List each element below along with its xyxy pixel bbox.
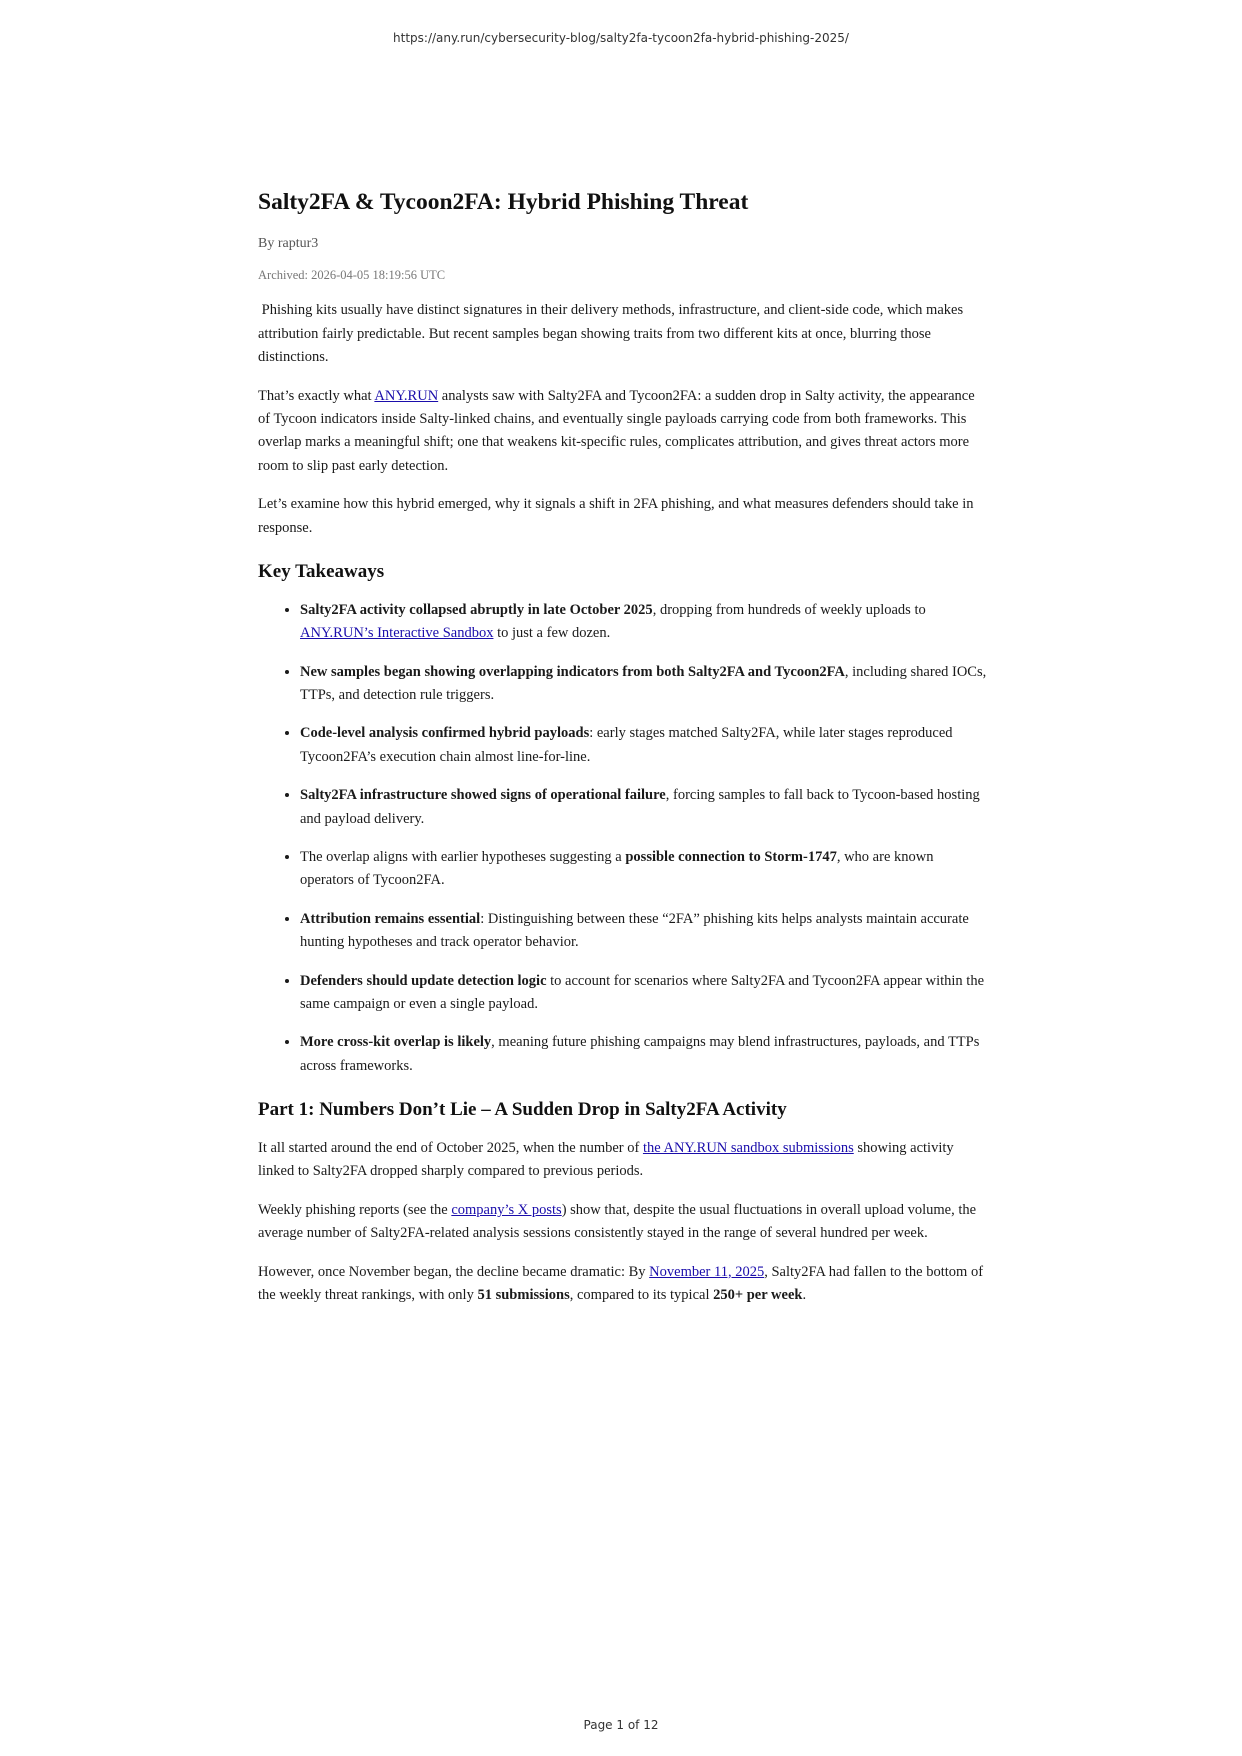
intro-paragraph-1: Phishing kits usually have distinct signatures in their delivery methods, infrastructure, and client-side code, which makes attribution fairly predictable. But recent samples began showing traits from two different kits at once, blurring those distinctions.: [258, 302, 967, 366]
archived-timestamp: Archived: 2026-04-05 18:19:56 UTC: [258, 268, 446, 283]
sandbox-submissions-link[interactable]: the ANY.RUN sandbox submissions: [642, 1139, 854, 1156]
november-11-link[interactable]: November 11, 2025: [649, 1263, 765, 1280]
anyrun-link[interactable]: ANY.RUN: [374, 387, 439, 404]
list-item: • Code-level analysis confirmed hybrid payloads: early stages matched Salty2FA, while later stages reproduced Tycoon2FA’s execution chain almost line-for-line.: [300, 722, 990, 769]
list-item: • Salty2FA infrastructure showed signs of operational failure, forcing samples to fall back to Tycoon-based hosting and payload delivery.: [300, 784, 990, 831]
list-item: • New samples began showing overlapping indicators from both Salty2FA and Tycoon2FA, including shared IOCs, TTPs, and detection rule triggers.: [300, 661, 990, 708]
page-url: https://any.run/cybersecurity-blog/salty2fa-tycoon2fa-hybrid-phishing-2025/: [393, 31, 849, 45]
takeaways-list: [258, 599, 990, 1079]
interactive-sandbox-link[interactable]: ANY.RUN’s Interactive Sandbox: [300, 625, 494, 642]
list-item: • More cross-kit overlap is likely, meaning future phishing campaigns may blend infrastructures, payloads, and TTPs across frameworks.: [300, 1031, 990, 1078]
part1-paragraph-3: However, once November began, the decline became dramatic: By November 11, 2025, Salty2FA had fallen to the bottom of the weekly threat rankings, with only 51 submissions, compared to its typical 250+ per week.: [258, 1263, 984, 1303]
key-takeaways-heading: Key Takeaways: [258, 561, 385, 583]
intro-paragraph-2: That’s exactly what ANY.RUN analysts saw with Salty2FA and Tycoon2FA: a sudden drop in Salty activity, the appearance of Tycoon indicators inside Salty-linked chains, and eventually single payloads carrying code from both frameworks. This overlap marks a meaningful shift; one that weakens kit-specific rules, complicates attribution, and gives threat actors more room to slip past early detection.: [258, 387, 975, 474]
part1-paragraph-1: It all started around the end of October 2025, when the number of the ANY.RUN sandbox submissions showing activity linked to Salty2FA dropped sharply compared to previous periods.: [258, 1139, 954, 1180]
list-item: • The overlap aligns with earlier hypotheses suggesting a possible connection to Storm-1747, who are known operators of Tycoon2FA.: [300, 846, 990, 893]
list-item: • Defenders should update detection logic to account for scenarios where Salty2FA and Tycoon2FA appear within the same campaign or even a single payload.: [300, 970, 990, 1017]
page-number: Page 1 of 12: [583, 1718, 659, 1732]
article: [258, 188, 990, 1322]
article-title: Salty2FA & Tycoon2FA: Hybrid Phishing Threat: [258, 189, 749, 215]
article-byline: By raptur3: [258, 236, 319, 252]
intro-paragraph-3: Let’s examine how this hybrid emerged, why it signals a shift in 2FA phishing, and what measures defenders should take in response.: [258, 496, 974, 536]
list-item: • Attribution remains essential: Distinguishing between these “2FA” phishing kits helps analysts maintain accurate hunting hypotheses and track operator behavior.: [300, 908, 990, 955]
company-x-posts-link[interactable]: company’s X posts: [451, 1201, 562, 1218]
part1-heading: Part 1: Numbers Don’t Lie – A Sudden Drop in Salty2FA Activity: [258, 1099, 787, 1121]
list-item: • Salty2FA activity collapsed abruptly in late October 2025, dropping from hundreds of weekly uploads to ANY.RUN’s Interactive Sandbox to just a few dozen.: [300, 599, 990, 646]
part1-paragraph-2: Weekly phishing reports (see the company’s X posts) show that, despite the usual fluctuations in overall upload volume, the average number of Salty2FA-related analysis sessions consistently stayed in the range of several hundred per week.: [258, 1201, 977, 1242]
